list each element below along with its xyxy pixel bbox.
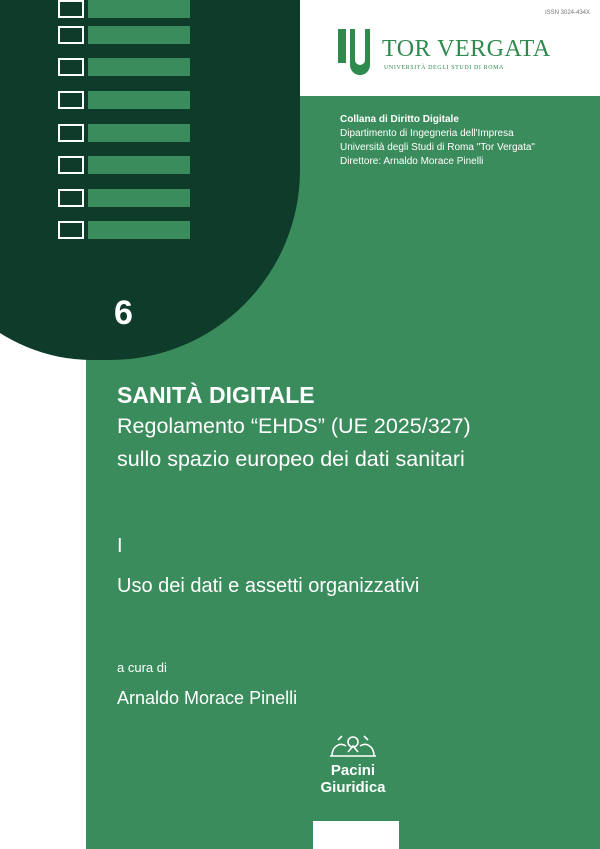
volume-number: 6 — [114, 294, 133, 332]
editor-label: a cura di — [117, 660, 167, 675]
series-director: Direttore: Arnaldo Morace Pinelli — [340, 156, 484, 167]
title-line-1: SANITÀ DIGITALE — [117, 382, 315, 408]
publisher-name-line-2: Giuridica — [320, 779, 386, 796]
series-info — [340, 113, 535, 169]
decorative-bar — [58, 0, 190, 18]
decorative-bar — [58, 221, 190, 239]
university-subtitle: UNIVERSITÀ DEGLI STUDI DI ROMA — [384, 65, 504, 71]
book-title — [117, 380, 471, 476]
volume-title: Uso dei dati e assetti organizzativi — [117, 575, 420, 597]
publisher-emblem-icon — [326, 732, 380, 758]
issn-label: ISSN 3024-434X — [544, 10, 590, 16]
decorative-bar — [58, 91, 190, 109]
title-line-3: sullo spazio europeo dei dati sanitari — [117, 447, 465, 471]
title-line-2: Regolamento “EHDS” (UE 2025/327) — [117, 414, 471, 438]
series-name: Collana di Diritto Digitale — [340, 114, 459, 125]
decorative-bar — [58, 124, 190, 142]
university-name: TOR VERGATA — [382, 36, 551, 62]
series-university: Università degli Studi di Roma "Tor Vergata" — [340, 142, 535, 153]
series-department: Dipartimento di Ingegneria dell'Impresa — [340, 128, 514, 139]
decorative-bar — [58, 156, 190, 174]
decorative-bar — [58, 189, 190, 207]
editor-name: Arnaldo Morace Pinelli — [117, 688, 298, 708]
decorative-bar — [58, 26, 190, 44]
white-strip — [313, 821, 399, 849]
university-logo-icon — [338, 29, 376, 75]
publisher-name-line-1: Pacini — [330, 762, 376, 779]
decorative-bar — [58, 58, 190, 76]
university-logo — [338, 29, 558, 81]
publisher-logo — [298, 732, 408, 796]
volume-roman: I — [117, 535, 123, 557]
